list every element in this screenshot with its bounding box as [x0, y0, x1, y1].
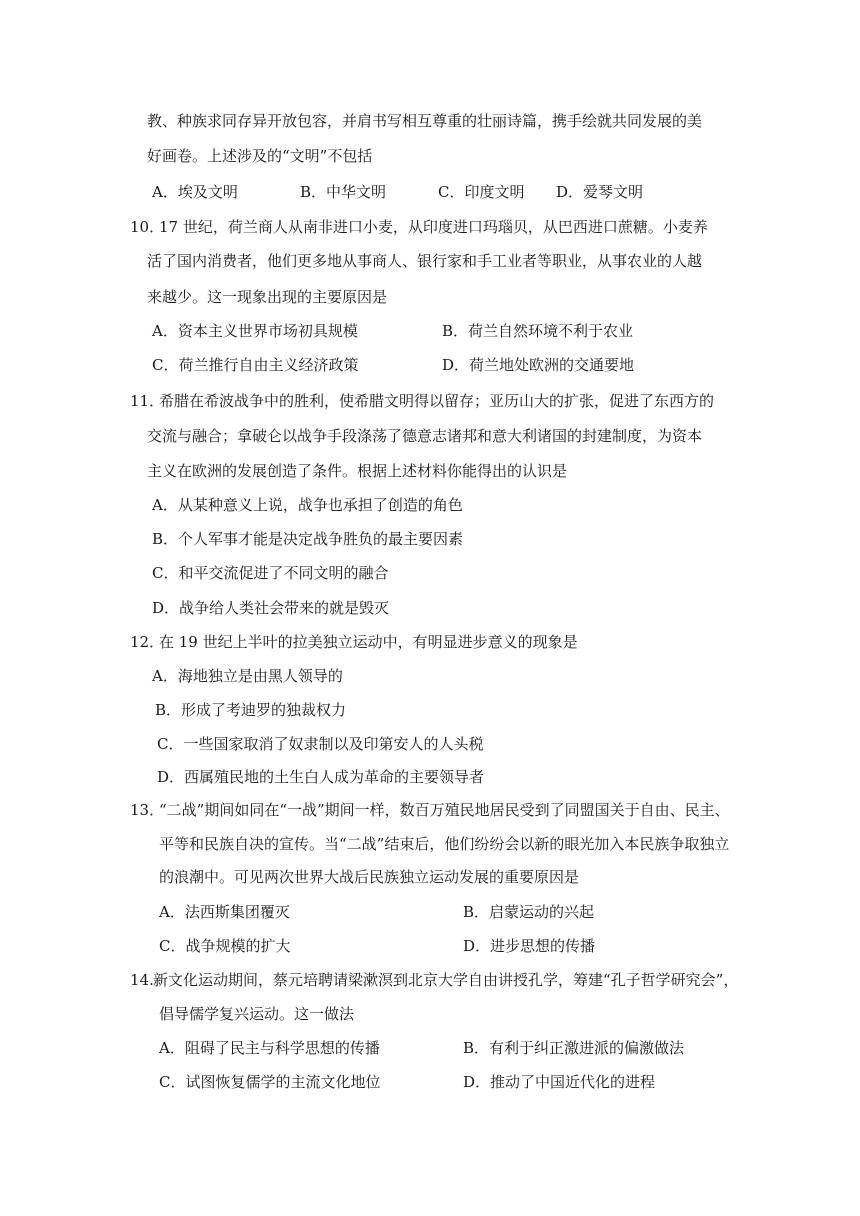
- question-11-option-b: B．个人军事才能是决定战争胜负的最主要因素: [152, 530, 464, 548]
- question-13-stem-line: 平等和民族自决的宣传。当“二战”结束后，他们纷纷会以新的眼光加入本民族争取独立: [159, 835, 730, 853]
- question-11-stem-line: 主义在欧洲的发展创造了条件。根据上述材料你能得出的认识是: [147, 462, 568, 480]
- question-10-option-b: B．荷兰自然环境不利于农业: [442, 322, 634, 340]
- question-12-number: 12．: [130, 633, 165, 651]
- question-9-option-b: B．中华文明: [300, 183, 387, 201]
- question-10-number: 10．: [130, 218, 165, 236]
- question-12-stem-line: 在 19 世纪上半叶的拉美独立运动中，有明显进步意义的现象是: [159, 633, 578, 651]
- question-14-option-d: D．推动了中国近代化的进程: [463, 1073, 656, 1091]
- question-11-option-c: C．和平交流促进了不同文明的融合: [152, 564, 389, 582]
- question-14-number: 14.: [130, 971, 154, 989]
- question-13-option-d: D．进步思想的传播: [463, 937, 596, 955]
- question-12-option-d: D．西属殖民地的土生白人成为革命的主要领导者: [157, 768, 485, 786]
- question-14-stem-line: 倡导儒学复兴运动。这一做法: [159, 1005, 355, 1023]
- question-14-stem-line: 新文化运动期间，蔡元培聘请梁漱溟到北京大学自由讲授孔学，筹建“孔子哲学研究会”，: [153, 971, 739, 989]
- question-11-stem-line: 交流与融合；拿破仑以战争手段涤荡了德意志诸邦和意大利诸国的封建制度，为资本: [147, 427, 703, 445]
- question-10-stem-line: 17 世纪，荷兰商人从南非进口小麦，从印度进口玛瑙贝，从巴西进口蔗糖。小麦养: [159, 218, 708, 236]
- question-13-stem-line: 的浪潮中。可见两次世界大战后民族独立运动发展的重要原因是: [159, 868, 580, 886]
- question-9-stem-line: 教、种族求同存异开放包容，并肩书写相互尊重的壮丽诗篇，携手绘就共同发展的美: [147, 112, 703, 130]
- question-10-stem-line: 来越少。这一现象出现的主要原因是: [147, 288, 388, 306]
- question-12-option-a: A．海地独立是由黑人领导的: [152, 667, 343, 685]
- question-9-option-c: C．印度文明: [438, 183, 525, 201]
- question-11-stem-line: 希腊在希波战争中的胜利，使希腊文明得以留存；亚历山大的扩张，促进了东西方的: [159, 392, 715, 410]
- question-11-option-d: D．战争给人类社会带来的就是毁灭: [152, 599, 390, 617]
- question-13-option-a: A．法西斯集团覆灭: [159, 903, 290, 921]
- question-9-stem-line: 好画卷。上述涉及的“文明”不包括: [147, 147, 373, 165]
- question-11-number: 11．: [130, 392, 165, 410]
- question-11-option-a: A．从某种意义上说，战争也承担了创造的角色: [152, 496, 463, 514]
- question-12-option-b: B．形成了考迪罗的独裁权力: [155, 701, 347, 719]
- question-9-option-d: D．爱琴文明: [556, 183, 644, 201]
- question-10-stem-line: 活了国内消费者，他们更多地从事商人、银行家和手工业者等职业，从事农业的人越: [147, 252, 703, 270]
- question-14-option-b: B．有利于纠正激进派的偏激做法: [463, 1039, 685, 1057]
- question-10-option-c: C．荷兰推行自由主义经济政策: [152, 356, 359, 374]
- question-13-option-c: C．战争规模的扩大: [159, 937, 291, 955]
- question-14-option-a: A．阻碍了民主与科学思想的传播: [159, 1039, 380, 1057]
- question-10-option-d: D．荷兰地处欧洲的交通要地: [442, 356, 635, 374]
- question-13-number: 13．: [130, 801, 165, 819]
- question-14-option-c: C．试图恢复儒学的主流文化地位: [159, 1073, 381, 1091]
- question-13-option-b: B．启蒙运动的兴起: [463, 903, 595, 921]
- question-9-option-a: A．埃及文明: [152, 183, 238, 201]
- question-10-option-a: A．资本主义世界市场初具规模: [152, 322, 358, 340]
- question-12-option-c: C．一些国家取消了奴隶制以及印第安人的人头税: [157, 735, 484, 753]
- question-13-stem-line: “二战”期间如同在“一战”期间一样，数百万殖民地居民受到了同盟国关于自由、民主、: [159, 801, 730, 819]
